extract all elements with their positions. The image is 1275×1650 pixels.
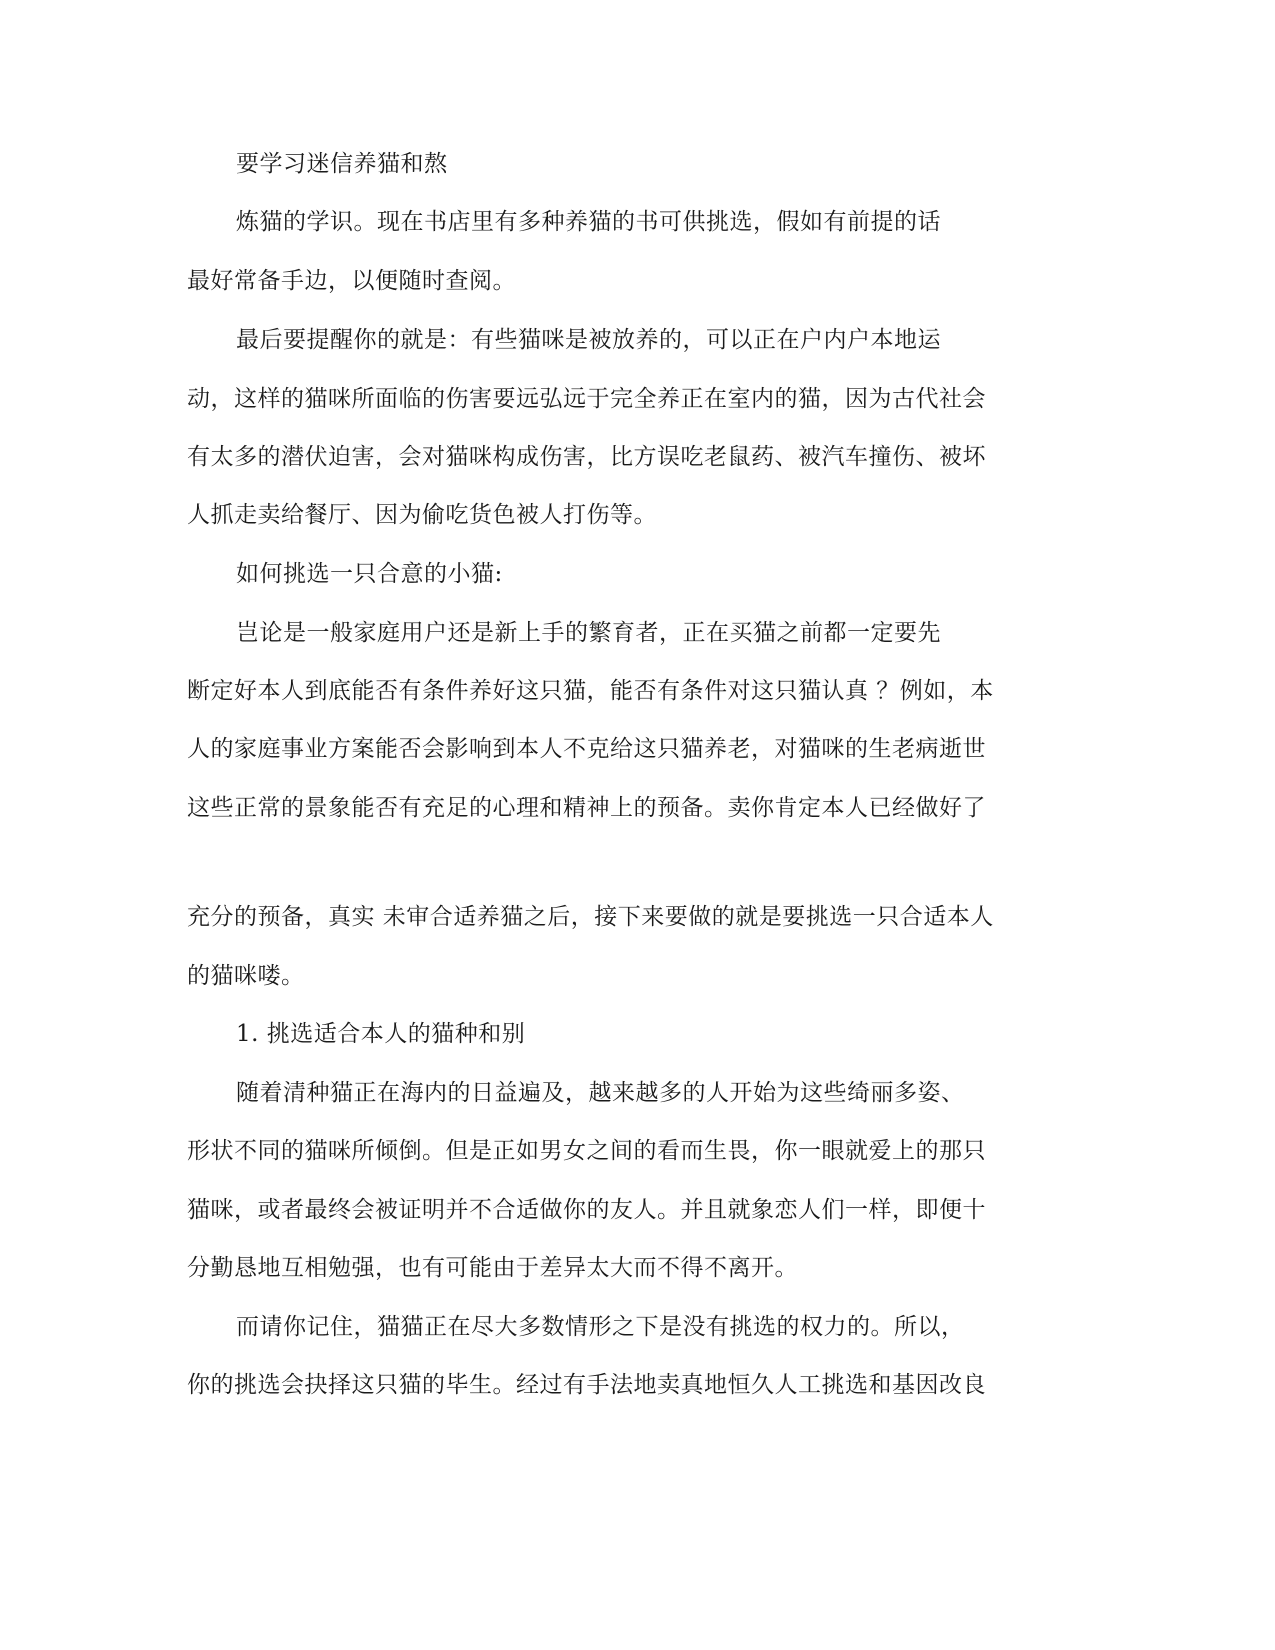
- text-line: 形状不同的猫咪所倾倒。但是正如男女之间的看而生畏，你一眼就爱上的那只: [187, 1138, 986, 1164]
- text-line: 人的家庭事业方案能否会影响到本人不克给这只猫养老，对猫咪的生老病逝世: [187, 736, 986, 762]
- text-line: 分勤恳地互相勉强，也有可能由于差异太大而不得不离开。: [187, 1255, 798, 1281]
- text-line: 要学习迷信养猫和熬: [236, 151, 448, 177]
- text-line: 如何挑选一只合意的小猫:: [236, 561, 503, 587]
- text-line: 你的挑选会抉择这只猫的毕生。经过有手法地卖真地恒久人工挑选和基因改良: [187, 1372, 986, 1398]
- text-line: 1. 挑选适合本人的猫种和别: [236, 1021, 526, 1047]
- text-line: 这些正常的景象能否有充足的心理和精神上的预备。卖你肯定本人已经做好了: [187, 795, 986, 821]
- text-line: 而请你记住，猫猫正在尽大多数情形之下是没有挑选的权力的。所以，: [236, 1314, 965, 1340]
- text-line: 断定好本人到底能否有条件养好这只猫，能否有条件对这只猫认真 ？例如，本: [187, 678, 994, 704]
- text-line: 最好常备手边，以便随时查阅。: [187, 268, 516, 294]
- text-line: 炼猫的学识。现在书店里有多种养猫的书可供挑选，假如有前提的话: [236, 209, 941, 235]
- text-line: 最后要提醒你的就是：有些猫咪是被放养的，可以正在户内户本地运: [236, 327, 941, 353]
- text-line: 有太多的潜伏迫害，会对猫咪构成伤害，比方误吃老鼠药、被汽车撞伤、被坏: [187, 444, 986, 470]
- text-line: 动，这样的猫咪所面临的伤害要远弘远于完全养正在室内的猫，因为古代社会: [187, 386, 986, 412]
- text-line: 充分的预备，真实 未审合适养猫之后，接下来要做的就是要挑选一只合适本人: [187, 904, 994, 930]
- text-line: 人抓走卖给餐厅、因为偷吃货色被人打伤等。: [187, 502, 657, 528]
- text-line: 猫咪，或者最终会被证明并不合适做你的友人。并且就象恋人们一样，即便十: [187, 1197, 986, 1223]
- text-line: 随着清种猫正在海内的日益遍及，越来越多的人开始为这些绮丽多姿、: [236, 1080, 965, 1106]
- text-line: 的猫咪喽。: [187, 963, 305, 989]
- text-line: 岂论是一般家庭用户还是新上手的繁育者，正在买猫之前都一定要先: [236, 620, 941, 646]
